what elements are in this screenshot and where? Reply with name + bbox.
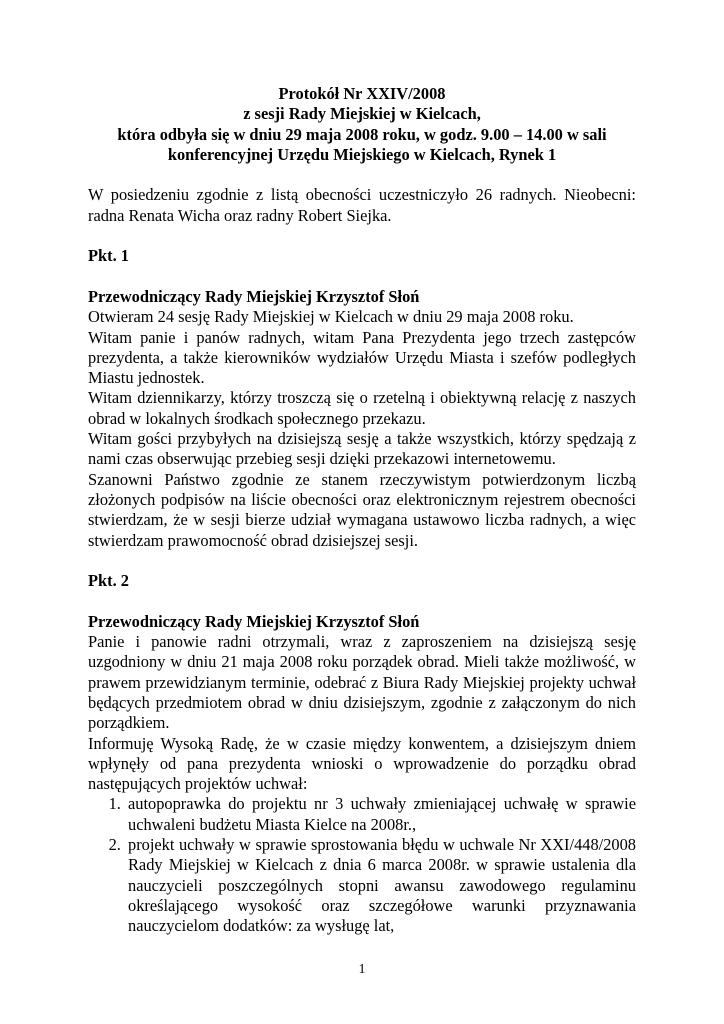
attendance-paragraph: W posiedzeniu zgodnie z listą obecności uczestniczyło 26 radnych. Nieobecni: radna Renata Wicha oraz radny Robert Siejka. <box>88 185 636 225</box>
section-2-paragraph: Informuję Wysoką Radę, że w czasie między konwentem, a dzisiejszym dniem wpłynęły od pana prezydenta wnioski o wprowadzenie do porządku obrad następujących projektów uchwał: <box>88 733 636 794</box>
section-1-paragraph: Witam gości przybyłych na dzisiejszą sesję a także wszystkich, którzy spędzają z nami czas obserwując przebieg sesji dzięki przekazowi internetowemu. <box>88 429 636 469</box>
section-1-paragraph: Witam panie i panów radnych, witam Pana Prezydenta jego trzech zastępców prezydenta, a także kierowników wydziałów Urzędu Miasta i szefów podległych Miastu jednostek. <box>88 327 636 388</box>
document-title <box>88 84 636 165</box>
title-line-1: Protokół Nr XXIV/2008 <box>278 84 446 103</box>
document-page <box>88 84 636 936</box>
section-2-paragraph: Panie i panowie radni otrzymali, wraz z zaproszeniem na dzisiejszą sesję uzgodniony w dniu 21 maja 2008 roku porządek obrad. Mieli także możliwość, w prawem przewidzianym terminie, odebrać z Biura Rady Miejskiej projekty uchwał będących przedmiotem obrad w dniu dzisiejszym, zgodnie z załączonym do nich porządkiem. <box>88 632 636 733</box>
title-line-4: konferencyjnej Urzędu Miejskiego w Kielcach, Rynek 1 <box>167 144 557 164</box>
section-1-paragraph: Otwieram 24 sesję Rady Miejskiej w Kielcach w dniu 29 maja 2008 roku. <box>88 307 574 327</box>
section-1-speaker: Przewodniczący Rady Miejskiej Krzysztof Słoń <box>88 286 420 306</box>
page-number: 1 <box>358 962 366 977</box>
title-line-2: z sesji Rady Miejskiej w Kielcach, <box>243 104 481 124</box>
section-2-speaker: Przewodniczący Rady Miejskiej Krzysztof Słoń <box>88 611 420 631</box>
list-item: 1. autopoprawka do projektu nr 3 uchwały zmieniającej uchwałę w sprawie uchwaleni budżetu Miasta Kielce na 2008r., <box>125 794 636 835</box>
section-1-paragraph: Szanowni Państwo zgodnie ze stanem rzeczywistym potwierdzonym liczbą złożonych podpisów na liście obecności oraz elektronicznym rejestrem obecności stwierdzam, że w sesji bierze udział wymagana ustawowo liczba radnych, a więc stwierdzam prawomocność obrad dzisiejszej sesji. <box>88 469 636 550</box>
title-line-3: która odbyła się w dniu 29 maja 2008 roku, w godz. 9.00 – 14.00 w sali <box>117 124 607 144</box>
resolution-list <box>88 794 636 936</box>
list-item: 2. projekt uchwały w sprawie sprostowania błędu w uchwale Nr XXI/448/2008 Rady Miejskiej w Kielcach z dnia 6 marca 2008r. w sprawie ustalenia dla nauczycieli poszczególnych stopni awansu zawodowego regulaminu określającego wysokość oraz szczegółowe warunki przyznawania nauczycielom dodatków: za wysługę lat, <box>125 835 636 936</box>
section-2-heading: Pkt. 2 <box>88 571 129 591</box>
section-1-heading: Pkt. 1 <box>88 246 129 266</box>
section-1-paragraph: Witam dziennikarzy, którzy troszczą się o rzetelną i obiektywną relację z naszych obrad w lokalnych środkach społecznego przekazu. <box>88 388 636 428</box>
